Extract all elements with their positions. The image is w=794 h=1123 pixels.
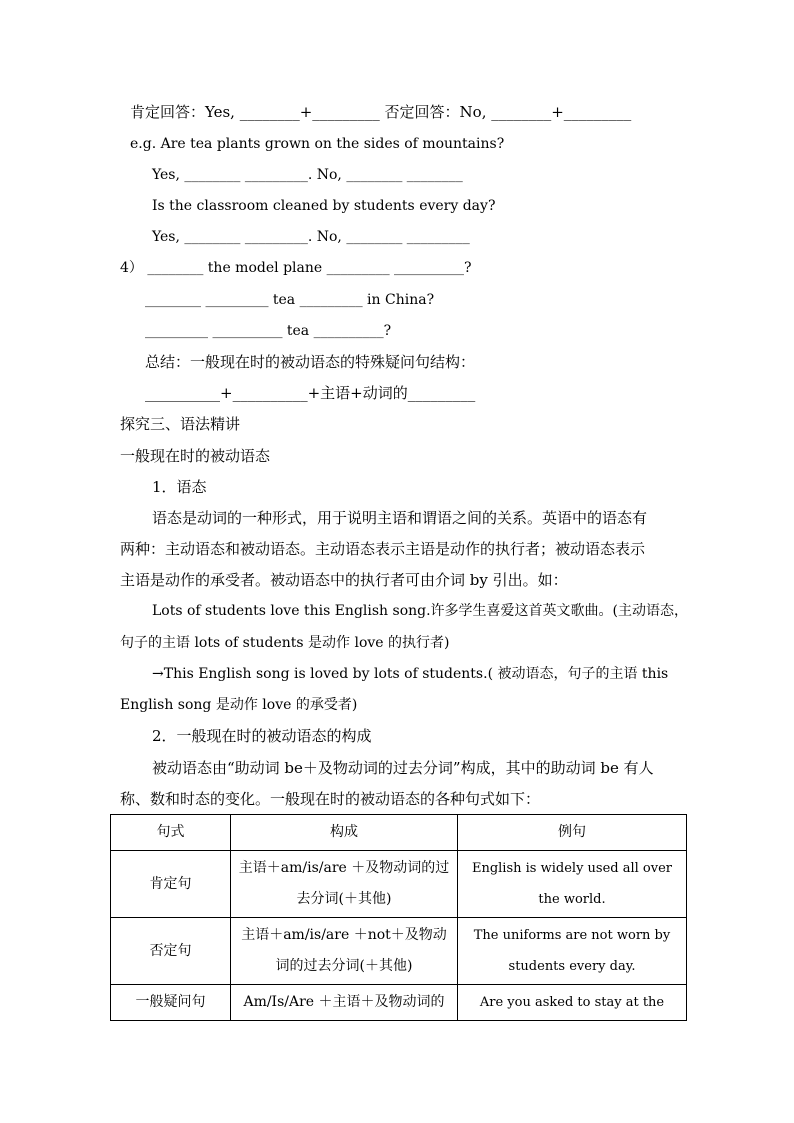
paragraph-line: 语态是动词的一种形式，用于说明主语和谓语之间的关系。英语中的语态有 (152, 509, 648, 527)
table-header: 构成 (231, 815, 458, 851)
table-row (111, 918, 687, 985)
exercise-4-line-1: 4） ________ the model plane _________ __________? (120, 260, 472, 276)
table-header: 句式 (111, 815, 231, 851)
example-active-line: Lots of students love this English song.许多学生喜爱这首英文歌曲。(主动语态， (152, 603, 689, 619)
summary-line: 总结：一般现在时的被动语态的特殊疑问句结构： (145, 353, 476, 371)
table-cell-example: English is widely used all over the world. (458, 851, 687, 918)
exercise-4-line-2: ________ _________ tea _________ in China? (145, 292, 435, 308)
table-row (111, 985, 687, 1021)
section-heading: 探究三、语法精讲 (120, 415, 241, 433)
exercise-4-line-3: _________ __________ tea __________? (145, 323, 392, 339)
example-question-1: e.g. Are tea plants grown on the sides of mountains? (130, 136, 505, 152)
table-cell-form: 否定句 (111, 918, 231, 985)
table-cell-structure: 主语＋am/is/are ＋not＋及物动词的过去分词(＋其他) (231, 918, 458, 985)
answer-pattern-line: 肯定回答：Yes, ________+_________ 否定回答：No, ________+_________ (130, 103, 632, 121)
table-cell-structure: Am/Is/Are ＋主语＋及物动词的 (231, 985, 458, 1021)
example-question-2: Is the classroom cleaned by students every day? (152, 198, 496, 214)
example-answer-2: Yes, ________ _________. No, ________ _________ (152, 229, 470, 245)
table-cell-form: 肯定句 (111, 851, 231, 918)
table-row (111, 851, 687, 918)
table-cell-example: The uniforms are not worn by students every day. (458, 918, 687, 985)
topic-heading: 一般现在时的被动语态 (120, 447, 271, 465)
table-cell-example: Are you asked to stay at the (458, 985, 687, 1021)
subheading-voice: 1．语态 (152, 478, 207, 496)
passive-voice-table (110, 814, 687, 1021)
paragraph-line: 称、数和时态的变化。一般现在时的被动语态的各种句式如下： (120, 790, 541, 808)
table-cell-form: 一般疑问句 (111, 985, 231, 1021)
subheading-structure: 2．一般现在时的被动语态的构成 (152, 727, 372, 745)
paragraph-line: 两种：主动语态和被动语态。主动语态表示主语是动作的执行者；被动语态表示 (120, 540, 646, 558)
example-active-note: 句子的主语 lots of students 是动作 love 的执行者) (120, 635, 450, 651)
table-header-row (111, 815, 687, 851)
paragraph-line: 被动语态由“助动词 be＋及物动词的过去分词”构成，其中的助动词 be 有人 (152, 759, 654, 777)
example-answer-1: Yes, ________ _________. No, ________ ________ (152, 167, 463, 183)
paragraph-line: 主语是动作的承受者。被动语态中的执行者可由介词 by 引出。如： (120, 571, 568, 589)
example-passive-line: →This English song is loved by lots of students.( 被动语态，句子的主语 this (152, 666, 669, 682)
summary-structure: __________+__________+主语+动词的_________ (145, 384, 476, 402)
table-header: 例句 (458, 815, 687, 851)
example-passive-note: English song 是动作 love 的承受者) (120, 697, 358, 713)
table-cell-structure: 主语＋am/is/are ＋及物动词的过去分词(＋其他) (231, 851, 458, 918)
